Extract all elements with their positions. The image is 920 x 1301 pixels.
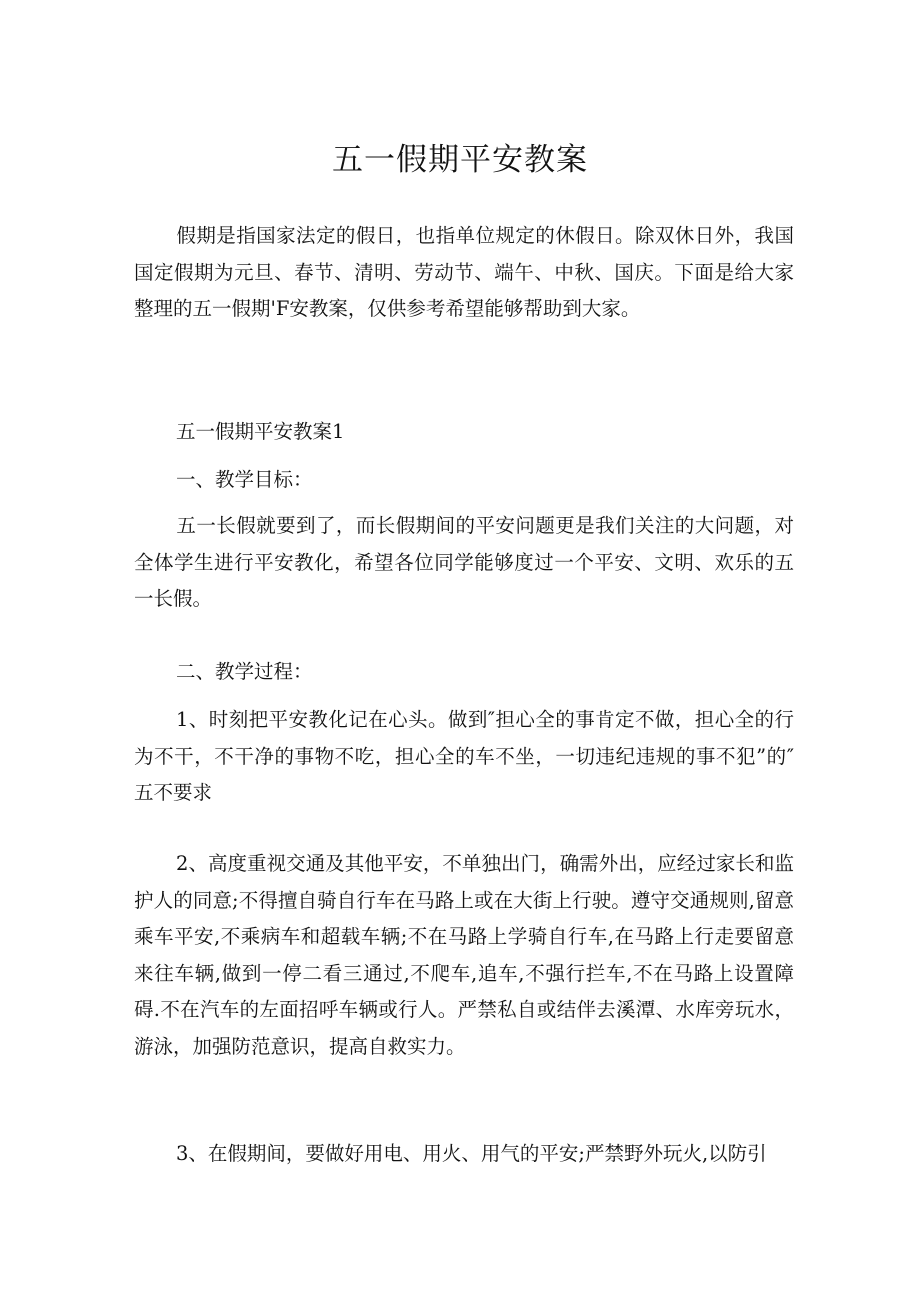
process-item-3 (134, 1136, 794, 1173)
section-title-text: 五一假期平安教案1 (176, 420, 345, 443)
process-item-1-text: 1、时刻把平安教化记在心头。做到″担心全的事肯定不做，担心全的行为不干，不干净的事物不吃，担心全的车不坐，一切违纪违规的事不犯”的″五不要求 (134, 708, 794, 804)
goal-text: 五一长假就要到了，而长假期间的平安问题更是我们关注的大问题，对全体学生进行平安教化，希望各位同学能够度过一个平安、文明、欢乐的五一长假。 (134, 514, 794, 610)
section-title (134, 414, 794, 451)
process-heading-text: 二、教学过程： (176, 660, 313, 683)
intro-paragraph (134, 218, 794, 328)
process-item-3-text: 3、在假期间，要做好用电、用火、用气的平安;严禁野外玩火,以防引 (176, 1142, 767, 1165)
process-heading (134, 654, 794, 691)
process-item-1 (134, 702, 794, 812)
goal-heading (134, 462, 794, 499)
goal-paragraph (134, 508, 794, 618)
document-title: 五一假期平安教案 (332, 142, 588, 178)
goal-heading-text: 一、教学目标： (176, 468, 313, 491)
process-item-2-text: 2、高度重视交通及其他平安，不单独出门，确需外出，应经过家长和监护人的同意;不得擅自骑自行车在马路上或在大街上行驶。遵守交通规则,留意乘车平安,不乘病车和超载车辆;不在马路上学骑自行车,在马路上行走要留意来往车辆,做到一停二看三通过,不爬车,追车,不强行拦车,不在马路上设置障碍.不在汽车的左面招呼车辆或行人。严禁私自或结伴去溪潭、水库旁玩水，游泳，加强防范意识，提高自救实力。 (134, 852, 794, 1058)
process-item-2 (134, 846, 794, 1065)
intro-text: 假期是指国家法定的假日，也指单位规定的休假日。除双休日外，我国国定假期为元旦、春节、清明、劳动节、端午、中秋、国庆。下面是给大家整理的五一假期'F安教案，仅供参考希望能够帮助到大家。 (134, 224, 794, 320)
